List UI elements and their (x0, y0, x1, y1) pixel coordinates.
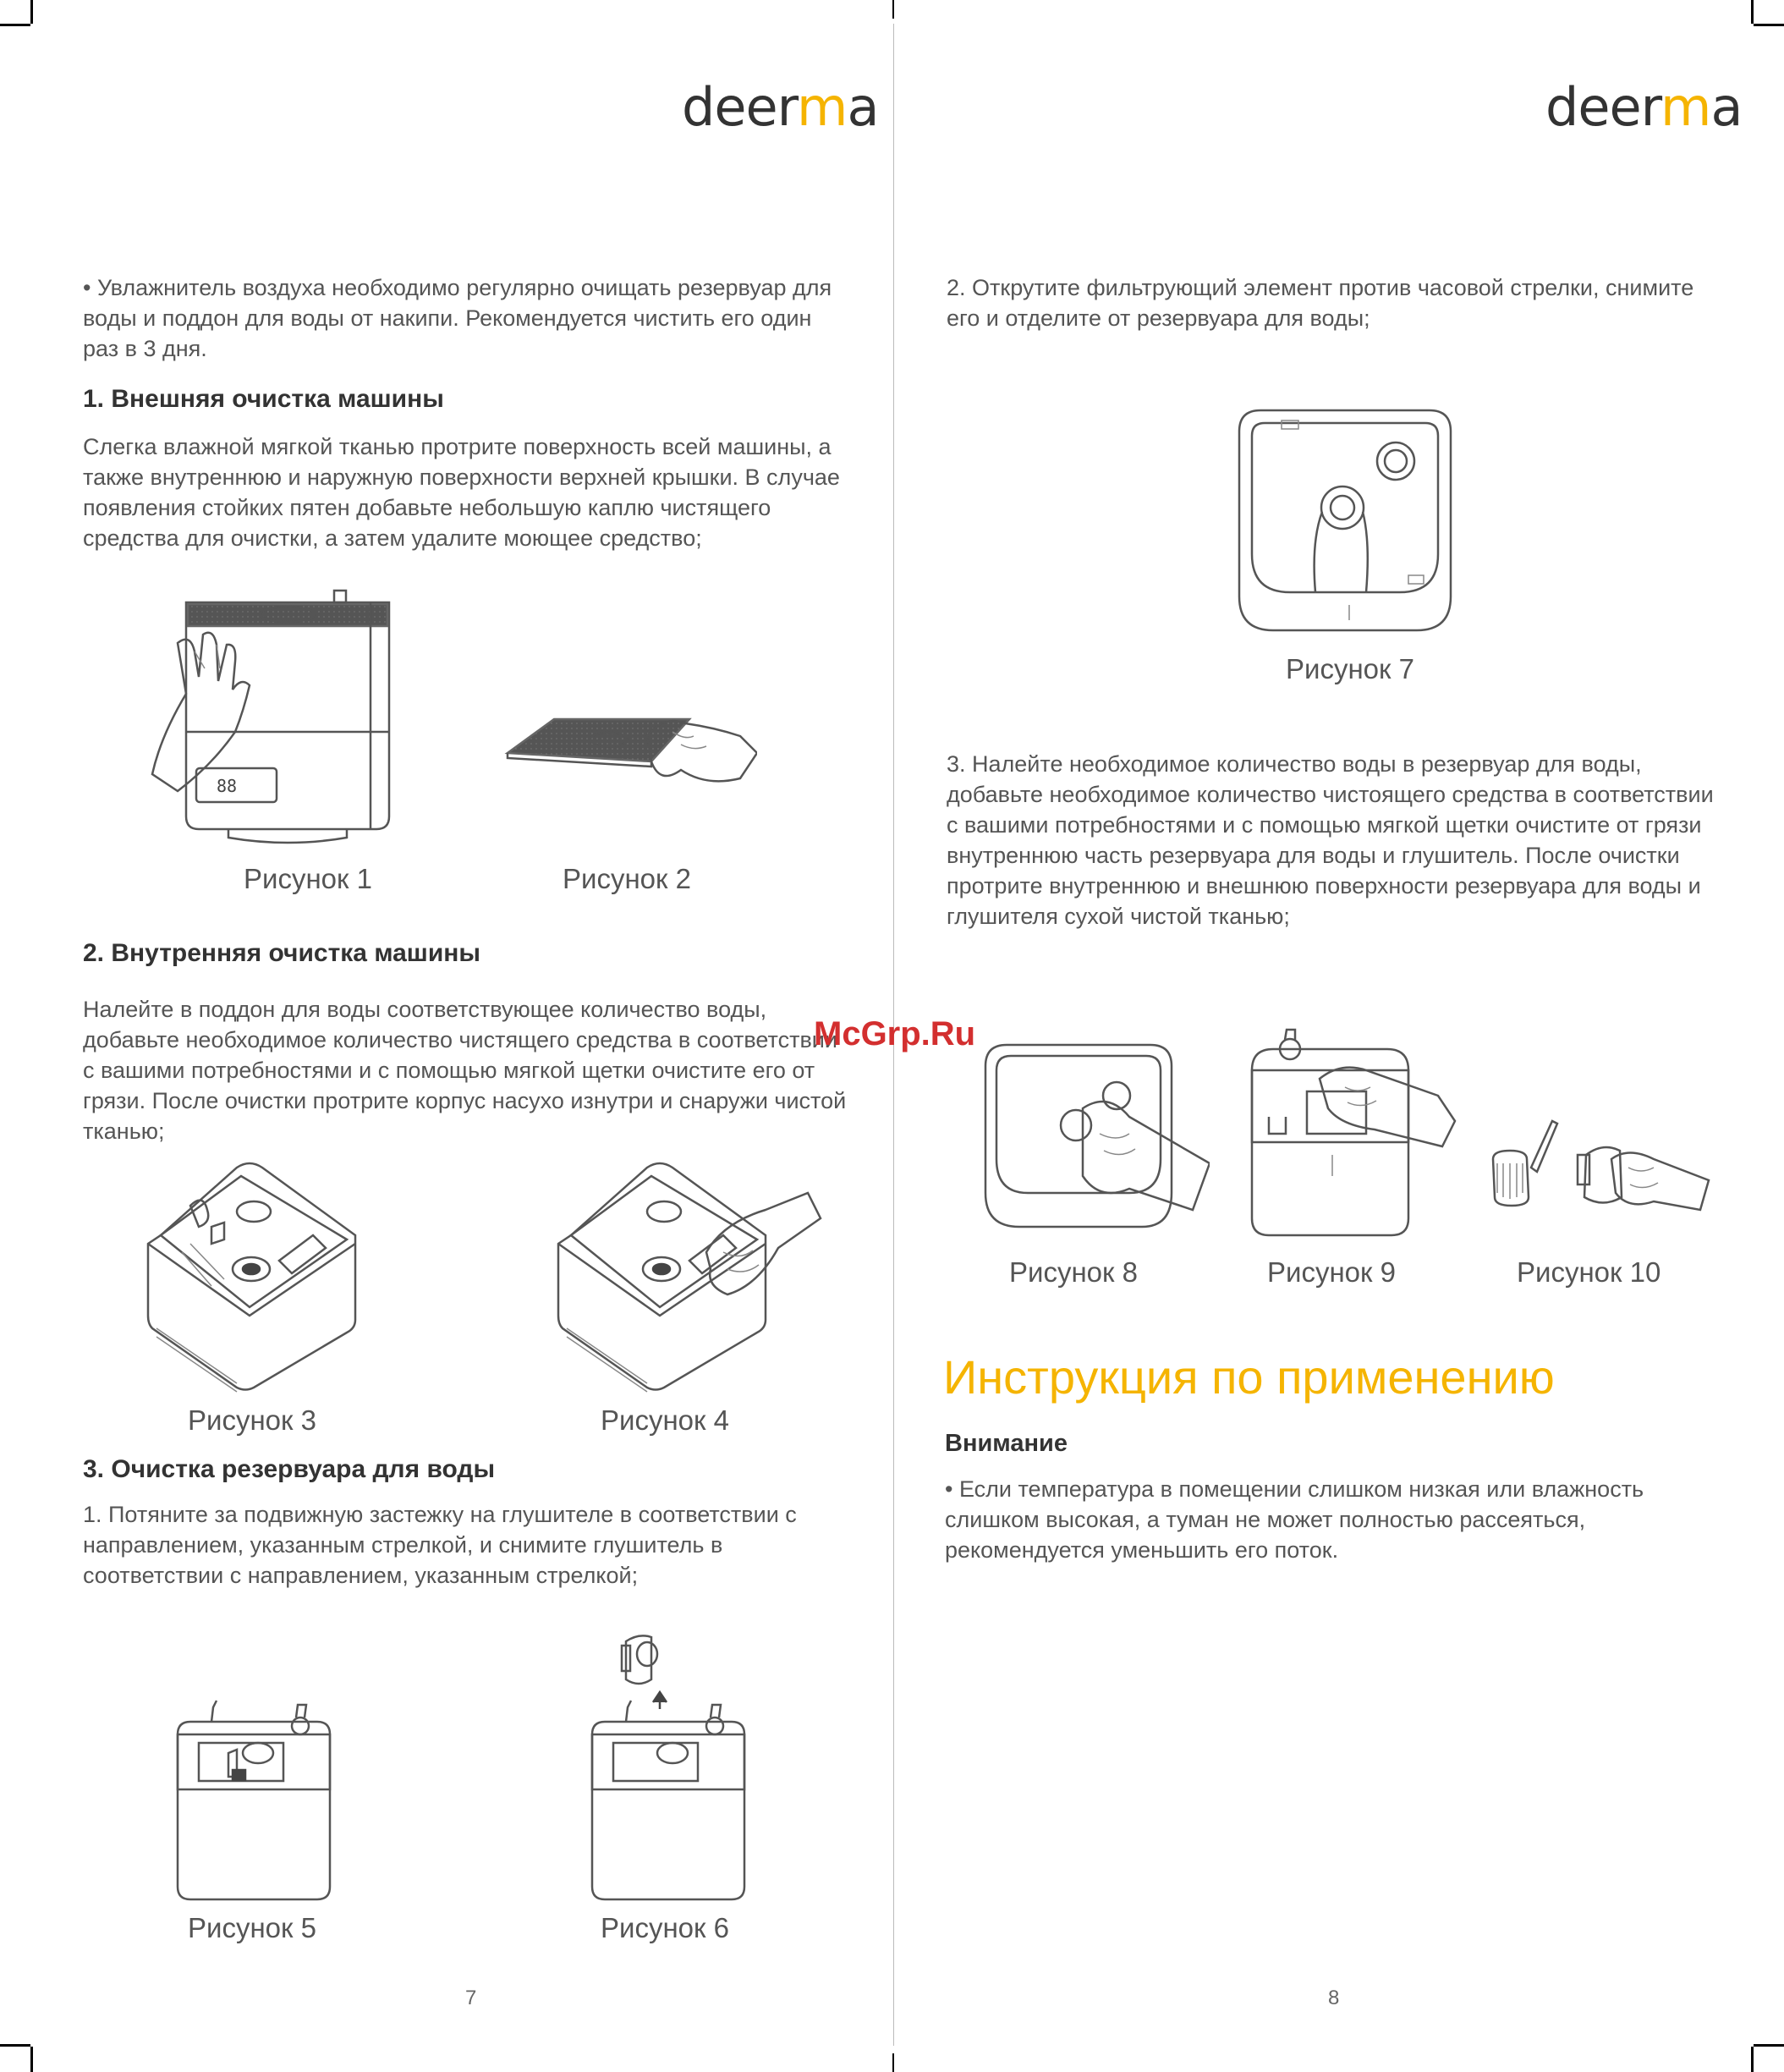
section-3-text: 1. Потяните за подвижную застежку на глушителе в соответствии с направлением, указанным стрелкой, и снимите глушитель в соответствии с направлением, указанным стрелкой; (83, 1502, 797, 1588)
section-2-text: Налейте в поддон для воды соответствующее количество воды, добавьте необходимое количество чистящего средства в соответствии с вашими потребностями и с помощью мягкой щетки очистите его от грязи. После очистки протрите корпус насухо изнутри и снаружи чистой тканью; (83, 997, 847, 1144)
figure-2-caption: Рисунок 2 (563, 863, 691, 894)
crop-mark (30, 0, 33, 24)
section-2-title: 2. Внутренняя очистка машины (83, 939, 480, 967)
figure-5-illustration (169, 1692, 338, 1904)
page-number-left: 7 (465, 1987, 477, 2009)
crop-mark (30, 2047, 33, 2072)
attention-heading: Внимание (945, 1430, 1068, 1457)
brand-logo-right: deerma (1545, 76, 1743, 138)
figure-9-caption: Рисунок 9 (1267, 1256, 1396, 1288)
svg-text:88: 88 (217, 776, 238, 796)
usage-instructions-title: Инструкция по применению (943, 1350, 1555, 1404)
crop-mark (892, 2053, 894, 2072)
figure-6-illustration (584, 1624, 753, 1904)
figure-8-caption: Рисунок 8 (1009, 1256, 1138, 1288)
figure-10-caption: Рисунок 10 (1517, 1256, 1661, 1288)
attention-text: • Если температура в помещении слишком низкая или влажность слишком высокая, а туман не может полностью рассеяться, рекомендуется уменьшить его поток. (945, 1476, 1644, 1563)
crop-mark (1754, 24, 1784, 26)
figure-3-illustration (144, 1159, 364, 1396)
figure-1-illustration (144, 584, 406, 850)
section-3-title: 3. Очистка резервуара для воды (83, 1455, 496, 1483)
figure-3-caption: Рисунок 3 (188, 1404, 316, 1436)
figure-4-illustration (554, 1159, 825, 1396)
brand-logo-left: deerma (682, 76, 879, 138)
crop-mark (0, 2044, 30, 2047)
figure-2-illustration (503, 711, 757, 804)
crop-mark (1754, 2044, 1784, 2047)
figure-9-illustration (1248, 1028, 1468, 1239)
figure-1-caption: Рисунок 1 (244, 863, 372, 894)
section-1-text: Слегка влажной мягкой тканью протрите поверхность всей машины, а также внутреннюю и наружную поверхности верхней крышки. В случае появления стойких пятен добавьте небольшую каплю чистящего средства для очистки, а затем удалите моющее средство; (83, 434, 840, 551)
crop-mark (0, 24, 30, 26)
figure-7-illustration (1231, 402, 1459, 639)
watermark: McGrp.Ru (814, 1015, 976, 1052)
intro-paragraph: • Увлажнитель воздуха необходимо регулярно очищать резервуар для воды и поддон для воды от накипи. Рекомендуется чистить его один раз в 3 дня. (83, 275, 832, 361)
step-2-text: 2. Открутите фильтрующий элемент против часовой стрелки, снимите его и отделите от резервуара для воды; (947, 275, 1694, 331)
step-3-text: 3. Налейте необходимое количество воды в резервуар для воды, добавьте необходимое количество чистоящего средства в соответствии с вашими потребностями и с помощью мягкой щетки очистите от грязи внутреннюю часть резервуара для воды и глушитель. После очистки протрите внутреннюю и внешнюю поверхности резервуара для воды и глушителя сухой чистой тканью; (947, 751, 1714, 929)
figure-5-caption: Рисунок 5 (188, 1912, 316, 1943)
figure-7-caption: Рисунок 7 (1286, 653, 1414, 684)
crop-mark (1751, 2047, 1754, 2072)
section-1-title: 1. Внешняя очистка машины (83, 385, 444, 413)
figure-8-illustration (981, 1041, 1210, 1235)
crop-mark (1751, 0, 1754, 24)
figure-4-caption: Рисунок 4 (601, 1404, 729, 1436)
figure-6-caption: Рисунок 6 (601, 1912, 729, 1943)
crop-mark (892, 0, 894, 19)
page-number-right: 8 (1328, 1987, 1340, 2009)
figure-10-illustration (1485, 1117, 1713, 1231)
